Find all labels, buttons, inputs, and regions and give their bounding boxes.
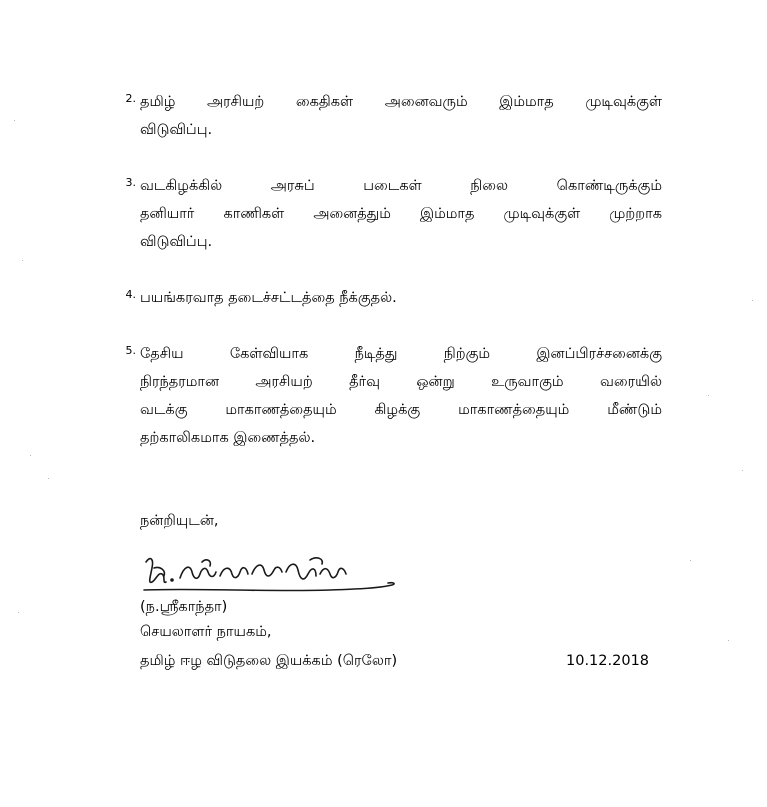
item-line: தமிழ் அரசியற் கைதிகள் அனைவரும் இம்மாத முடிவுக்குள்: [140, 94, 662, 110]
item-line: வடகிழக்கில் அரசுப் படைகள் நிலை கொண்டிருக்கும்: [140, 178, 662, 194]
item-line: தேசிய கேள்வியாக நீடித்து நிற்கும் இனப்பிரச்சனைக்கு: [140, 346, 662, 362]
item-number: 2.: [125, 92, 136, 105]
item-number: 3.: [125, 176, 136, 189]
scan-speck: [18, 612, 19, 613]
scan-speck: [22, 260, 23, 261]
scan-speck: [14, 120, 15, 121]
item-line: நிரந்தரமான அரசியற் தீர்வு ஒன்று உருவாகும் வரையில்: [140, 374, 662, 390]
signatory-designation: செயலாளர் நாயகம்,: [140, 624, 272, 640]
item-number: 4.: [125, 288, 136, 301]
item-text: [140, 172, 662, 256]
organization-name: தமிழ் ஈழ விடுதலை இயக்கம் (ரெலோ): [140, 653, 398, 669]
item-line: தனியார் காணிகள் அனைத்தும் இம்மாத முடிவுக்குள் முற்றாக: [140, 206, 662, 222]
scan-speck: [48, 478, 49, 479]
item-line: தற்காலிகமாக இணைத்தல்.: [140, 430, 316, 446]
salutation: நன்றியுடன்,: [140, 513, 219, 529]
item-text: [140, 340, 662, 452]
item-line: விடுவிப்பு.: [140, 234, 213, 250]
scan-speck: [690, 560, 691, 561]
item-line: பயங்கரவாத தடைச்சட்டத்தை நீக்குதல்.: [140, 290, 397, 306]
letter-date: 10.12.2018: [566, 653, 650, 669]
item-text: [140, 88, 662, 144]
item-text: [140, 284, 662, 312]
scan-speck: [742, 470, 743, 471]
item-line: வடக்கு மாகாணத்தையும் கிழக்கு மாகாணத்தையும் மீண்டும்: [140, 402, 662, 418]
scan-speck: [30, 455, 31, 456]
item-number: 5.: [125, 344, 136, 357]
item-line: விடுவிப்பு.: [140, 122, 213, 138]
signatory-name: (ந.ஸ்ரீகாந்தா): [140, 599, 228, 615]
scan-speck: [708, 395, 709, 396]
scan-speck: [752, 300, 753, 301]
scan-speck: [728, 640, 729, 641]
